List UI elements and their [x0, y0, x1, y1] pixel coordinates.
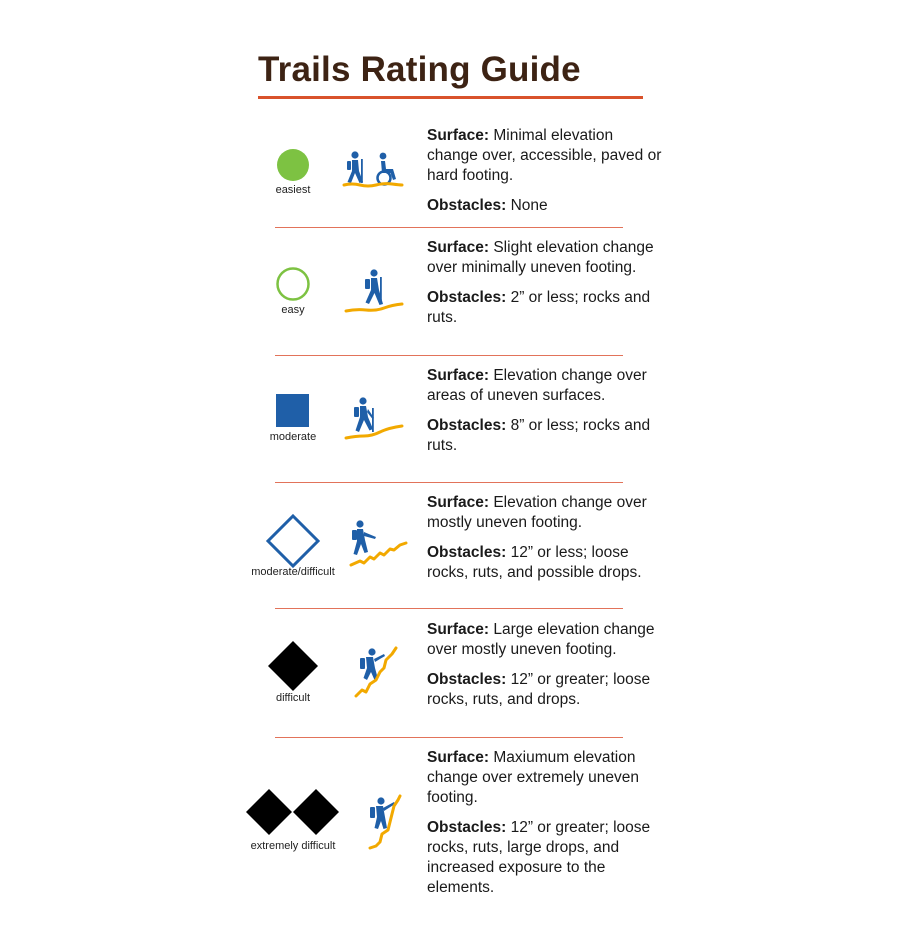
surface-label: Surface:: [427, 749, 490, 766]
rating-label: extremely difficult: [250, 840, 336, 852]
hiker-icon: [344, 396, 406, 444]
climbing-hiker-icon: [352, 646, 404, 698]
rating-description: [427, 366, 667, 466]
surface-label: Surface:: [427, 494, 490, 511]
obstacles-text: 12” or greater; loose rocks, ruts, large drops, and increased exposure to the elements.: [427, 819, 651, 896]
obstacles-text: 2” or less; rocks and ruts.: [427, 289, 651, 326]
obstacles-text: 8” or less; rocks and ruts.: [427, 417, 651, 454]
rating-description: [427, 748, 667, 908]
obstacles-label: Obstacles:: [427, 197, 507, 214]
title-underline: [258, 96, 643, 99]
obstacles-text: None: [510, 197, 548, 214]
surface-text: Slight elevation change over minimally uneven footing.: [427, 239, 654, 276]
surface-text: Elevation change over mostly uneven footing.: [427, 494, 647, 531]
row-divider: [275, 737, 623, 738]
page-title: Trails Rating Guide: [258, 50, 581, 89]
hiker-and-wheelchair-icon: [342, 150, 404, 190]
rating-label: easiest: [275, 184, 311, 196]
hiker-icon: [348, 519, 410, 569]
rating-description: [427, 126, 667, 226]
surface-text: Maxiumum elevation change over extremely uneven footing.: [427, 749, 639, 806]
double-black-diamond-icon: [246, 788, 340, 838]
row-divider: [275, 482, 623, 483]
row-divider: [275, 608, 623, 609]
hiker-icon: [344, 268, 406, 316]
obstacles-label: Obstacles:: [427, 544, 507, 561]
obstacles-label: Obstacles:: [427, 671, 507, 688]
blue-square-icon: [275, 394, 311, 430]
obstacles-text: 12” or less; loose rocks, ruts, and possible drops.: [427, 544, 642, 581]
surface-label: Surface:: [427, 239, 490, 256]
climbing-hiker-icon: [366, 794, 406, 850]
row-divider: [275, 227, 623, 228]
obstacles-text: 12” or greater; loose rocks, ruts, and drops.: [427, 671, 651, 708]
rating-label: difficult: [275, 692, 311, 704]
rating-label: moderate/difficult: [251, 566, 335, 578]
green-circle-outline-icon: [275, 266, 311, 302]
rating-label: moderate: [269, 431, 317, 443]
surface-text: Minimal elevation change over, accessible, paved or hard footing.: [427, 127, 662, 184]
obstacles-label: Obstacles:: [427, 819, 507, 836]
surface-label: Surface:: [427, 621, 490, 638]
row-divider: [275, 355, 623, 356]
rating-description: [427, 620, 667, 720]
surface-label: Surface:: [427, 127, 490, 144]
obstacles-label: Obstacles:: [427, 417, 507, 434]
rating-label: easy: [281, 304, 305, 316]
rating-description: [427, 493, 667, 593]
obstacles-label: Obstacles:: [427, 289, 507, 306]
surface-text: Elevation change over areas of uneven surfaces.: [427, 367, 647, 404]
rating-description: [427, 238, 667, 338]
black-diamond-icon: [267, 640, 319, 692]
surface-text: Large elevation change over mostly uneven footing.: [427, 621, 655, 658]
green-circle-filled-icon: [275, 148, 311, 184]
surface-label: Surface:: [427, 367, 490, 384]
blue-diamond-outline-icon: [265, 513, 321, 569]
